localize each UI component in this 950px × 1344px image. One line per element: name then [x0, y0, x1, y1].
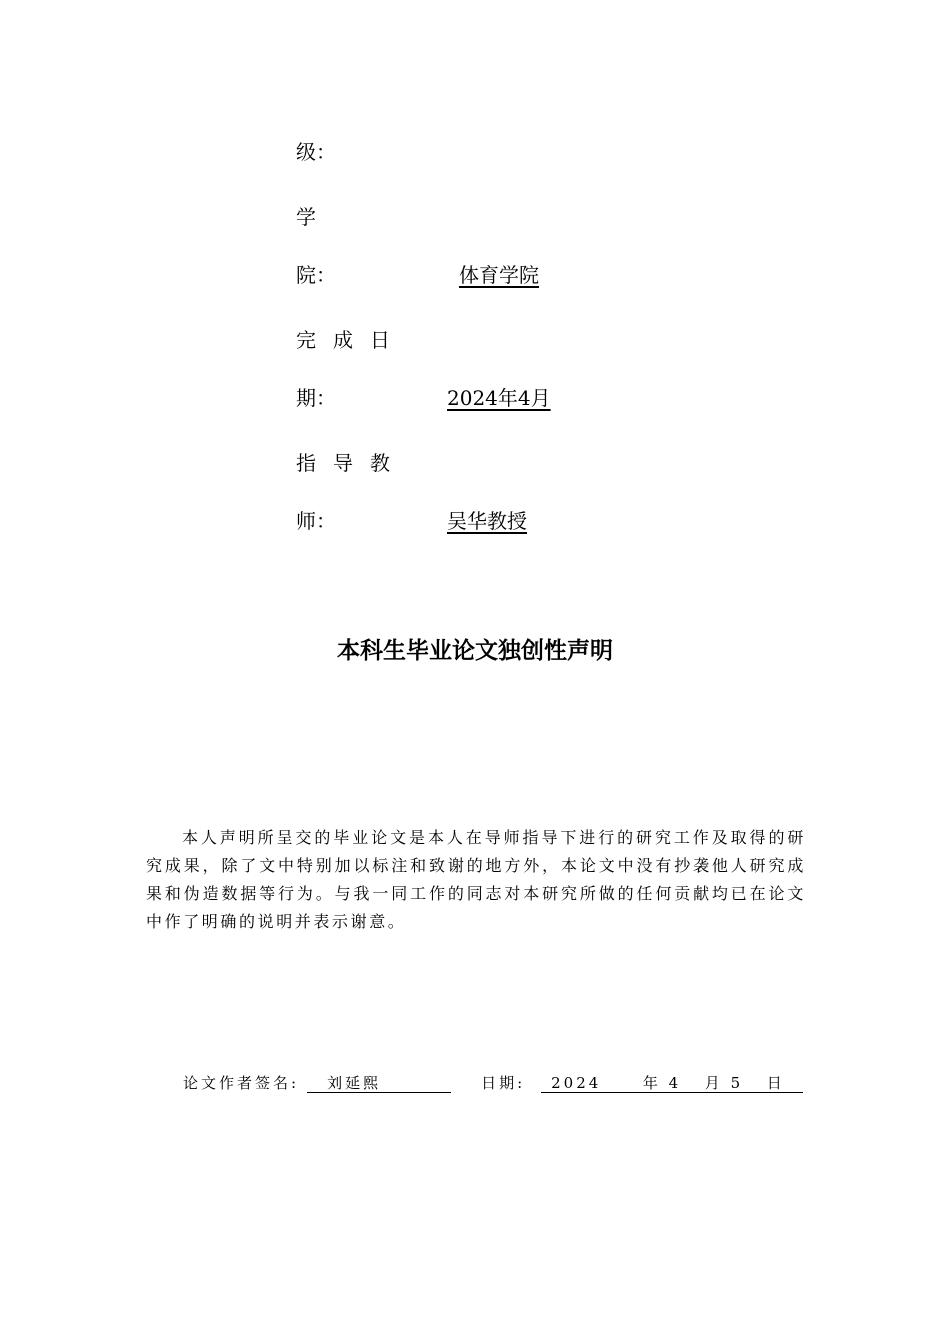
- signature-date-label: 日期:: [481, 1074, 526, 1092]
- advisor-label-line1: 指导教: [296, 451, 407, 475]
- college-field-value: [419, 263, 539, 287]
- signature-date-month-unit: 月: [704, 1074, 723, 1092]
- advisor-value-text: 吴华教授: [447, 509, 527, 533]
- college-field-label-line1: 学: [296, 205, 316, 229]
- completion-date-label-line2: 期：: [296, 386, 336, 410]
- signature-date-field: [541, 1074, 803, 1093]
- author-signature-name: 刘延熙: [327, 1074, 382, 1092]
- completion-date-label-line1: 完成日: [296, 328, 407, 352]
- signature-date-month: 4: [668, 1074, 682, 1092]
- signature-date-year-unit: 年: [642, 1074, 661, 1092]
- declaration-title: 本科生毕业论文独创性声明: [337, 638, 613, 664]
- signature-date-day: 5: [730, 1074, 744, 1092]
- advisor-label-line2: 师：: [296, 509, 336, 533]
- author-signature-label: 论文作者签名:: [183, 1074, 300, 1092]
- signature-date-year: 2024: [551, 1074, 602, 1092]
- declaration-body: 本人声明所呈交的毕业论文是本人在导师指导下进行的研究工作及取得的研究成果，除了文中特别加以标注和致谢的地方外，本论文中没有抄袭他人研究成果和伪造数据等行为。与我一同工作的同志对本研究所做的任何贡献均已在论文中作了明确的说明并表示谢意。: [146, 828, 806, 931]
- college-value-text: 体育学院: [459, 263, 539, 287]
- author-signature-field: [307, 1074, 451, 1093]
- completion-date-value: [419, 386, 551, 410]
- class-field-label: 级：: [296, 140, 336, 164]
- college-field-label-line2: 院：: [296, 263, 336, 287]
- signature-date-day-unit: 日: [766, 1074, 785, 1092]
- completion-date-value-text: 2024年4月: [447, 386, 551, 410]
- advisor-value: [419, 509, 527, 533]
- signature-row: [183, 1072, 803, 1094]
